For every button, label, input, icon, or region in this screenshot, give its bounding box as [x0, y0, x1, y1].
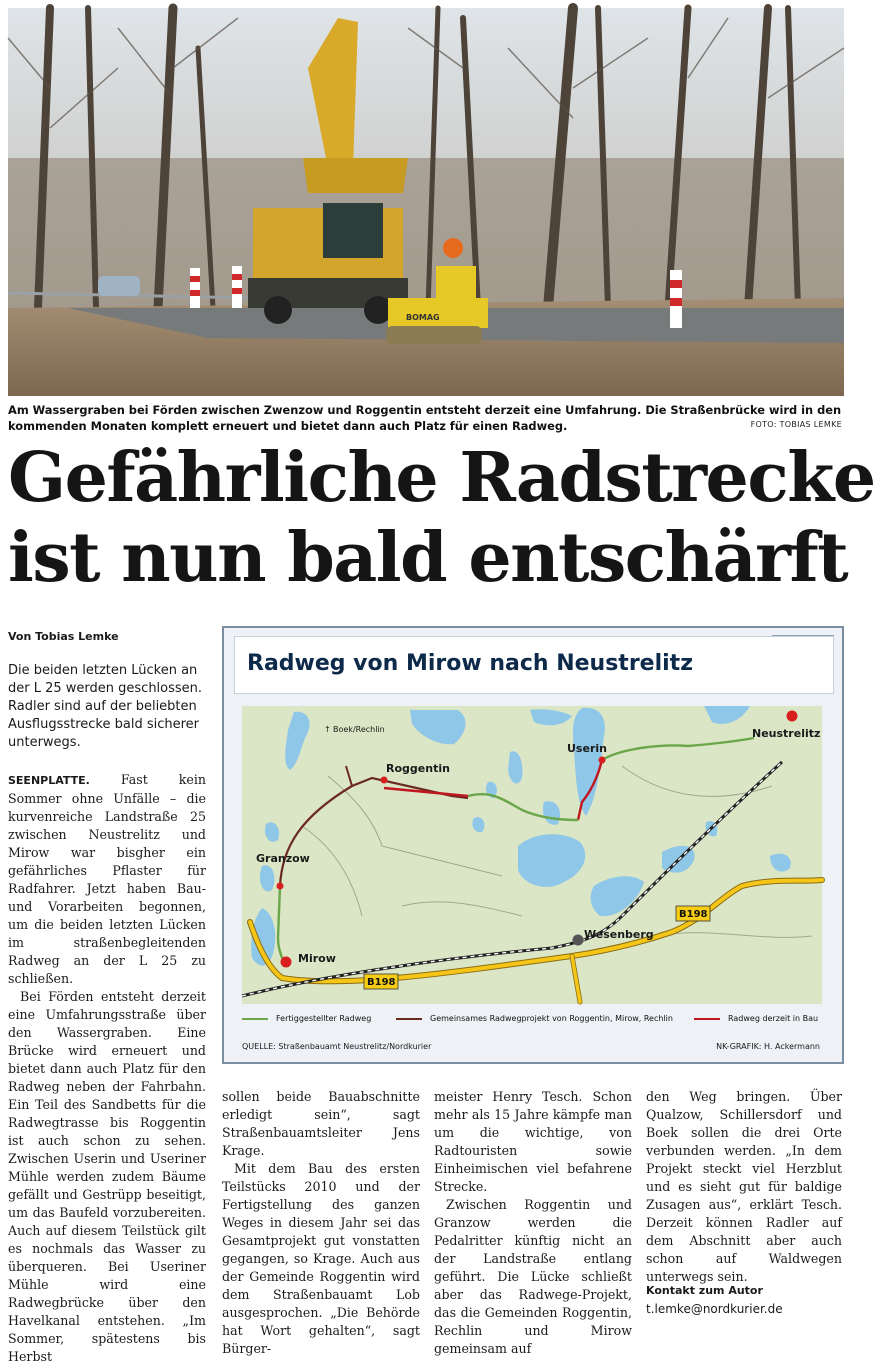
byline: Von Tobias Lemke: [8, 630, 119, 643]
body-paragraph: Mit dem Bau des ersten Teilstücks 2010 und der Fertigstellung des ganzen Weges in diesem Jahr sei das Gesamtprojekt gut vonstatten gegangen, so Krage. Auch aus der Gemeinde Roggentin wird dem Straßenbauamt Lob ausgesprochen. „Die Behörde hat Wort gehalten“, sagt Bürger-: [222, 1161, 420, 1356]
map-legend: [242, 1012, 822, 1028]
label-mirow: Mirow: [298, 952, 336, 965]
paragraph-text: Fast kein Sommer ohne Unfälle – die kurvenreiche Landstraße 25 zwischen Neustrelitz und Mirow war bisgher ein gefährliches Pflaster für Radfahrer. Jetzt haben Bau- und Vorarbeiten begonnen, um die beiden letzten Lücken im straßenbegleitenden Radweg an der L 25 zu schließen.: [8, 772, 206, 986]
label-granzow: Granzow: [256, 852, 310, 865]
body-paragraph: den Weg bringen. Über Qualzow, Schillersdorf und Boek sollen die drei Orte verbunden werden. „In dem Projekt steckt viel Herzblut und es sieht gut für baldige Zusagen aus“, erklärt Tesch. Derzeit können Radler auf dem Abschnitt aber auch schon auf Waldwegen unterwegs sein.: [646, 1089, 842, 1284]
headline-line-1: Gefährliche Radstrecke: [8, 438, 875, 518]
photo-caption: Am Wassergraben bei Förden zwischen Zwenzow und Roggentin entsteht derzeit eine Umfahrung. Die Straßenbrücke wird in den kommenden Monaten komplett erneuert und bietet dann auch Platz für einen Radweg.: [8, 403, 842, 433]
contact-title: Kontakt zum Autor: [646, 1284, 763, 1297]
town-marker-userin: [599, 757, 606, 764]
headline-line-2: ist nun bald entschärft: [8, 518, 848, 598]
label-userin: Userin: [567, 742, 607, 755]
construction-photo: [8, 8, 844, 396]
label-boek-rechlin: Boek/Rechlin: [333, 725, 385, 734]
legend-swatch: [396, 1018, 422, 1020]
body-paragraph: [8, 771, 206, 988]
article-headline: [8, 438, 875, 598]
dateline: SEENPLATTE.: [8, 774, 90, 787]
label-neustrelitz: Neustrelitz: [752, 727, 821, 740]
body-column-3: [434, 1088, 632, 1358]
body-paragraph: Bei Förden entsteht derzeit eine Umfahrungsstraße über den Wassergraben. Eine Brücke wird erneuert und bietet dann auch Platz für den Radweg neben der Fahrbahn. Ein Teil des Sandbetts für die Radwegtrasse bis Roggentin ist auch schon zu sehen. Zwischen Userin und Useriner Mühle werden zudem Bäume gefällt und Gestrüpp beseitigt, um das Baufeld vorzubereiten. Auch auf diesem Teilstück gilt es nochmals das Wasser zu überqueren. Bei Useriner Mühle wird eine Radwegbrücke über den Havelkanal entstehen. „Im Sommer, spätestens bis Herbst: [8, 989, 206, 1364]
legend-item-finished: [242, 1014, 371, 1023]
town-marker-roggentin: [381, 777, 388, 784]
town-marker-wesenberg: [573, 935, 584, 946]
legend-swatch: [242, 1018, 268, 1020]
legend-swatch: [694, 1018, 720, 1020]
town-marker-granzow: [277, 883, 284, 890]
legend-item-in-construction: [694, 1014, 818, 1023]
road-label-b198-east: B198: [679, 909, 708, 920]
label-roggentin: Roggentin: [386, 762, 450, 775]
graphic-title: Radweg von Mirow nach Neustrelitz: [234, 636, 834, 694]
town-marker-neustrelitz: [787, 711, 798, 722]
road-label-b198-west: B198: [367, 977, 396, 988]
body-paragraph: sollen beide Bauabschnitte erledigt sein“, sagt Straßenbauamtsleiter Jens Krage.: [222, 1089, 420, 1158]
graphic-credit: NK-GRAFIK: H. Ackermann: [716, 1042, 820, 1051]
lead-paragraph: Die beiden letzten Lücken an der L 25 werden geschlossen. Radler sind auf der beliebten Ausflugsstrecke bald sicherer unterwegs.: [8, 663, 203, 750]
body-column-2: [222, 1088, 420, 1358]
arrow-up-icon: ↑: [324, 725, 331, 734]
graphic-source: QUELLE: Straßenbauamt Neustrelitz/Nordkurier: [242, 1042, 432, 1051]
legend-item-common-project: [396, 1014, 673, 1023]
body-paragraph: meister Henry Tesch. Schon mehr als 15 Jahre kämpfe man um die wichtige, von Radtouristen sowie Einheimischen viel befahrene Strecke.: [434, 1089, 632, 1194]
svg-text:BOMAG: BOMAG: [406, 313, 440, 322]
legend-label: Radweg derzeit in Bau: [728, 1014, 819, 1023]
body-column-4: [646, 1088, 842, 1286]
town-marker-mirow: [281, 957, 292, 968]
legend-label: Fertiggestellter Radweg: [276, 1014, 372, 1023]
body-column-1: [8, 771, 206, 1366]
label-wesenberg: Wesenberg: [584, 928, 654, 941]
legend-label: Gemeinsames Radwegprojekt von Roggentin, Mirow, Rechlin: [430, 1014, 673, 1023]
photo-credit: FOTO: TOBIAS LEMKE: [750, 420, 842, 429]
article-photo: [8, 8, 844, 396]
body-paragraph: Zwischen Roggentin und Granzow werden die Pedalritter künftig nicht an der Landstraße entlang geführt. Die Lücke schließt aber das Radwege-Projekt, das die Gemeinden Roggentin, Rechlin und Mirow gemeinsam auf: [434, 1197, 632, 1356]
map-graphic: [222, 626, 844, 1064]
author-email-link[interactable]: t.lemke@nordkurier.de: [646, 1302, 783, 1316]
route-map: [242, 706, 822, 1004]
